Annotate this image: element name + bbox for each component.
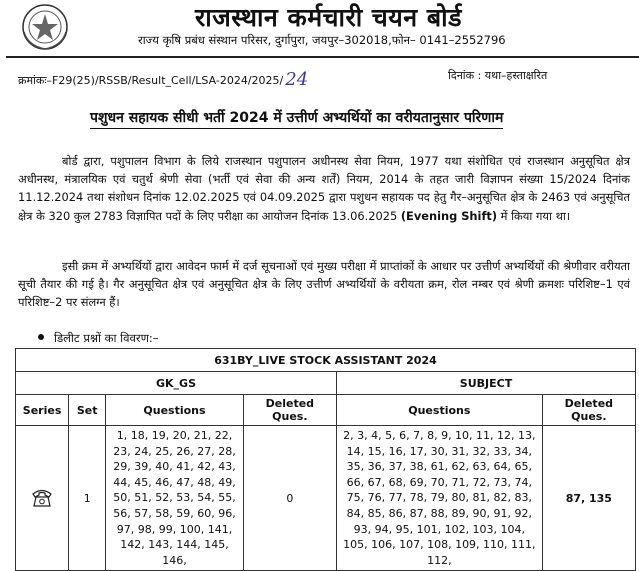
letterhead [0,0,639,56]
group-gk-gs: GK_GS [16,372,337,395]
bullet-dot [38,334,44,340]
cell-gk-deleted: 0 [243,426,336,571]
cell-gk-questions: 1, 18, 19, 20, 21, 22, 23, 24, 25, 26, 27, 28, 29, 39, 40, 41, 42, 43, 44, 45, 46, 47, 48, 49, 50, 51, 52, 53, 54, 55, 56, 57, 58, 59, 60, 96, 97, 98, 99, 100, 141, 142, 143, 144, 145, 146, [106,426,243,571]
evening-shift: (Evening Shift) [400,208,498,223]
telephone-icon [30,485,54,509]
bullet-deleted-questions [38,331,159,346]
cell-series [16,426,69,571]
header-deleted-gk: Deleted Ques. [243,395,336,426]
header-questions-gk: Questions [106,395,243,426]
table-title: 631BY_LIVE STOCK ASSISTANT 2024 [16,349,636,372]
table-title-row [16,349,636,372]
document-date: दिनांक : यथा–हस्ताक्षरित [448,69,548,82]
cell-set: 1 [69,426,106,571]
cell-subject-questions: 2, 3, 4, 5, 6, 7, 8, 9, 10, 11, 12, 13, 14, 15, 16, 17, 30, 31, 32, 33, 34, 35, 36, 37, 38, 61, 62, 63, 64, 65, 66, 67, 68, 69, 70, 71, 72, 73, 74, 75, 76, 77, 78, 79, 80, 81, 82, 83, 84, 85, 86, 87, 88, 89, 90, 91, 92, 93, 94, 95, 101, 102, 103, 104, 105, 106, 107, 108, 109, 110, 111, 112, [337,426,543,571]
header-set: Set [69,395,106,426]
paragraph-1 [18,152,630,225]
handwritten-number: 24 [285,69,309,90]
header-series: Series [16,395,69,426]
group-subject: SUBJECT [337,372,636,395]
header-divider [6,56,639,58]
paragraph-2: इसी क्रम में अभ्यर्थियों द्वारा आवेदन फार्म में दर्ज सूचनाओं एवं मुख्य परीक्षा में प्राप्तांकों के आधार पर उत्तीर्ण अभ्यर्थियों की श्रेणीवार वरीयता सूची तैयार की गई है। गैर अनुसूचित क्षेत्र एवं अनुसूचित क्षेत्र के लिए उत्तीर्ण अभ्यर्थियों के वरीयता क्रम, रोल नम्बर एवं श्रेणी क्रमशः परिशिष्ट–1 एवं परिशिष्ट–2 पर संलग्न हैं। [18,259,630,310]
deleted-questions-table [15,348,636,571]
header-questions-subject: Questions [337,395,543,426]
reference-number [18,68,308,89]
reference-text: क्रमांकः–F29(25)/RSSB/Result_Cell/LSA-2024/2025/ [18,74,284,87]
paragraph-1-text: बोर्ड द्वारा, पशुपालन विभाग के लिये राजस्थान पशुपालन अधीनस्थ सेवा नियम, 1977 यथा संशोधित एवं राजस्थान अनुसूचित क्षेत्र अधीनस्थ, मंत्रालयिक एवं चतुर्थ श्रेणी सेवा (भर्ती एवं सेवा की अन्य शर्तें) नियम, 2014 के तहत जारी विज्ञापन संख्या 15/2024 दिनांक 11.12.2024 तथा संशोधन दिनांक 12.02.2025 एवं 04.09.2025 द्वारा पशुधन सहायक पद हेतु गैर–अनुसूचित क्षेत्र के 2463 एवं अनुसूचित क्षेत्र के 320 कुल 2783 विज्ञापित पदों के लिए परीक्षा का आयोजन दिनांक 13.06.2025 [18,154,630,223]
header-deleted-subject: Deleted Ques. [542,395,635,426]
subject-heading: पशुधन सहायक सीधी भर्ती 2024 में उत्तीर्ण अभ्यर्थियों का वरीयतानुसार परिणाम [90,108,503,129]
table-row [16,426,636,571]
bullet-text: डिलीट प्रश्नों का विवरण:– [54,331,159,345]
paragraph-1-end: में किया गया था। [497,208,571,223]
cell-subject-deleted: 87, 135 [542,426,635,571]
org-address: राज्य कृषि प्रबंध संस्थान परिसर, दुर्गापुरा, जयपुर–302018,फोन– 0141–2552796 [138,33,506,47]
column-header-row [16,395,636,426]
org-title: राजस्थान कर्मचारी चयन बोर्ड [195,3,462,32]
state-emblem-icon [18,2,72,52]
group-header-row [16,372,636,395]
